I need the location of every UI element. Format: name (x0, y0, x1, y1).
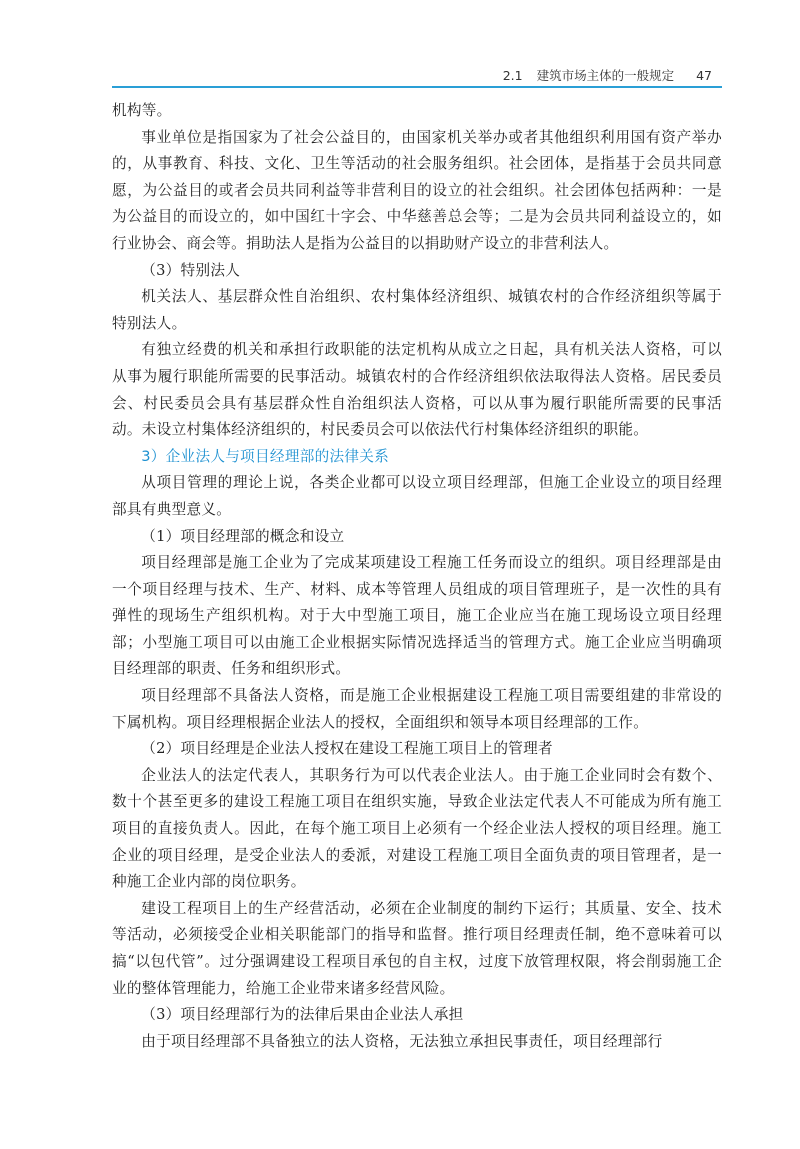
page-number: 47 (696, 68, 712, 83)
subheading: （3）项目经理部行为的法律后果由企业法人承担 (141, 1006, 464, 1024)
paragraph-continuation: 机构等。 (112, 102, 172, 119)
paragraph: 项目经理部不具备法人资格，而是施工企业根据建设工程施工项目需要组建的非常设的下属机构。项目经理根据企业法人的授权，全面组织和领导本项目经理部的工作。 (112, 687, 722, 731)
paragraph: 由于项目经理部不具备独立的法人资格，无法独立承担民事责任，项目经理部行 (141, 1032, 663, 1050)
page-body (112, 98, 722, 1055)
section-number: 2.1 (502, 68, 523, 83)
subheading: （1）项目经理部的概念和设立 (141, 527, 345, 545)
section-title: 建筑市场主体的一般规定 (536, 68, 675, 83)
header-divider (112, 86, 722, 88)
running-header (0, 0, 800, 90)
paragraph: 从项目管理的理论上说，各类企业都可以设立项目经理部，但施工企业设立的项目经理部具有典型意义。 (112, 474, 722, 518)
paragraph: 建设工程项目上的生产经营活动，必须在企业制度的制约下运行；其质量、安全、技术等活动，必须接受企业相关职能部门的指导和监督。推行项目经理责任制，绝不意味着可以搞“以包代管”。过分强调建设工程项目承包的自主权，过度下放管理权限，将会削弱施工企业的整体管理能力，给施工企业带来诸多经营风险。 (112, 899, 722, 997)
subheading: （3）特别法人 (141, 261, 241, 279)
subheading: （2）项目经理是企业法人授权在建设工程施工项目上的管理者 (141, 740, 553, 758)
paragraph: 企业法人的法定代表人，其职务行为可以代表企业法人。由于施工企业同时会有数个、数十个甚至更多的建设工程施工项目在组织实施，导致企业法定代表人不可能成为所有施工项目的直接负责人。因此，在每个施工项目上必须有一个经企业法人授权的项目经理。施工企业的项目经理，是受企业法人的委派，对建设工程施工项目全面负责的项目管理者，是一种施工企业内部的岗位职务。 (112, 766, 722, 891)
paragraph: 有独立经费的机关和承担行政职能的法定机构从成立之日起，具有机关法人资格，可以从事为履行职能所需要的民事活动。城镇农村的合作经济组织依法取得法人资格。居民委员会、村民委员会具有基层群众性自治组织法人资格，可以从事为履行职能所需要的民事活动。未设立村集体经济组织的，村民委员会可以依法代行村集体经济组织的职能。 (112, 341, 722, 439)
paragraph: 项目经理部是施工企业为了完成某项建设工程施工任务而设立的组织。项目经理部是由一个项目经理与技术、生产、材料、成本等管理人员组成的项目管理班子，是一次性的具有弹性的现场生产组织机构。对于大中型施工项目，施工企业应当在施工现场设立项目经理部；小型施工项目可以由施工企业根据实际情况选择适当的管理方式。施工企业应当明确项目经理部的职责、任务和组织形式。 (112, 554, 722, 678)
paragraph: 事业单位是指国家为了社会公益目的，由国家机关举办或者其他组织利用国有资产举办的，从事教育、科技、文化、卫生等活动的社会服务组织。社会团体，是指基于会员共同意愿，为公益目的或者会员共同利益等非营利目的设立的社会组织。社会团体包括两种：一是为公益目的而设立的，如中国红十字会、中华慈善总会等；二是为会员共同利益设立的，如行业协会、商会等。捐助法人是指为公益目的以捐助财产设立的非营利法人。 (112, 128, 722, 252)
paragraph: 机关法人、基层群众性自治组织、农村集体经济组织、城镇农村的合作经济组织等属于特别法人。 (112, 288, 722, 332)
header-text (503, 66, 712, 84)
section-heading: 3）企业法人与项目经理部的法律关系 (141, 447, 390, 465)
